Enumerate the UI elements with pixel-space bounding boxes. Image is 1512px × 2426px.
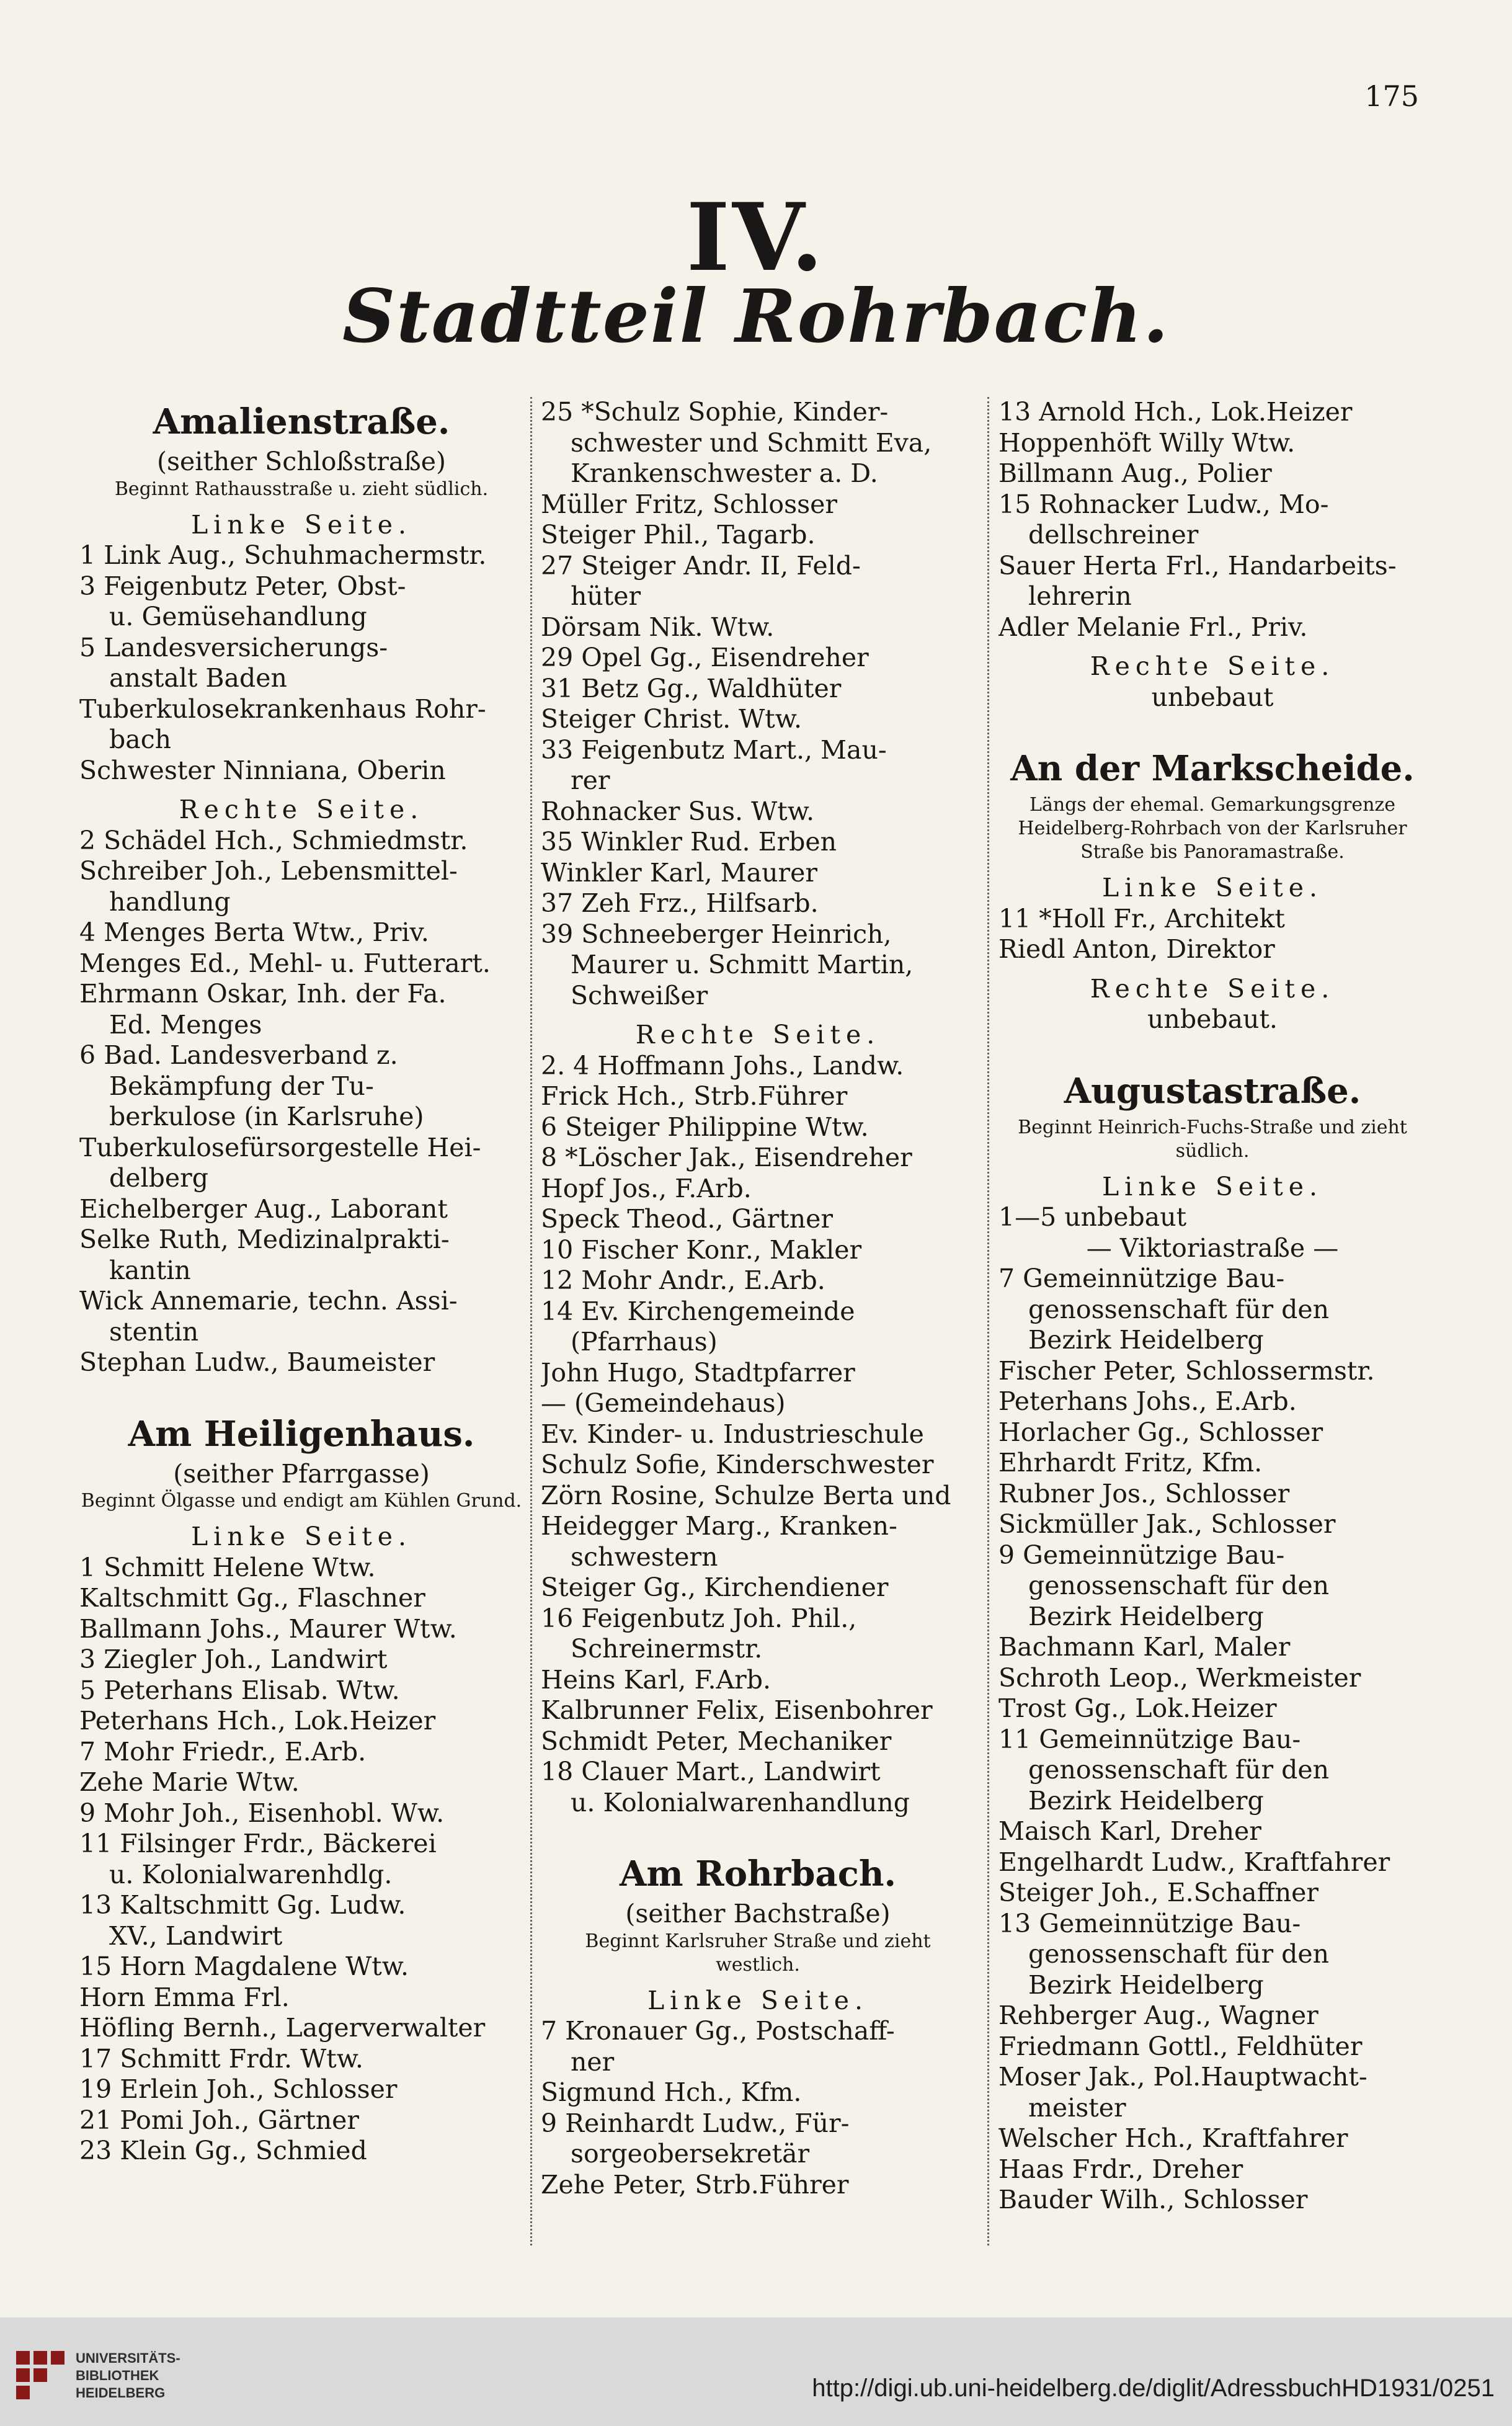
directory-entry: Zörn Rosine, Schulze Berta und (541, 1480, 951, 1510)
side-heading: Rechte Seite. (1090, 651, 1335, 681)
directory-entry: 31 Betz Gg., Waldhüter (541, 673, 842, 703)
spacer (998, 713, 1426, 744)
directory-entry: 1 Link Aug., Schuhmachermstr. (79, 540, 487, 570)
viewer-footer-bar (0, 2317, 1512, 2426)
directory-entry: John Hugo, Stadtpfarrer (541, 1357, 855, 1388)
directory-entry: Heins Karl, F.Arb. (541, 1664, 772, 1695)
directory-entry: Maisch Karl, Dreher (998, 1816, 1261, 1846)
directory-entry: Sickmüller Jak., Schlosser (998, 1509, 1336, 1539)
directory-entry: 19 Erlein Joh., Schlosser (79, 2074, 398, 2104)
directory-entry: 33 Feigenbutz Mart., Mau- (541, 734, 887, 765)
directory-entry-continuation: schwestern (571, 1541, 718, 1572)
street-description: Beginnt Ölgasse und endigt am Kühlen Grund. (81, 1490, 522, 1512)
institution-line: HEIDELBERG (76, 2385, 166, 2401)
directory-entry: 9 Reinhardt Ludw., Für- (541, 2108, 850, 2138)
directory-entry: 7 Mohr Friedr., E.Arb. (79, 1736, 367, 1767)
directory-entry-continuation: Bezirk Heidelberg (1028, 1325, 1264, 1355)
centered-text: (seither Bachstraße) (625, 1899, 891, 1929)
institution-line: BIBLIOTHEK (76, 2368, 159, 2383)
directory-entry-continuation: rer (571, 765, 610, 795)
directory-entry-continuation: genossenschaft für den (1028, 1755, 1330, 1785)
side-heading: Linke Seite. (647, 1985, 869, 2015)
directory-entry: 18 Clauer Mart., Landwirt (541, 1757, 881, 1786)
directory-entry: Schulz Sofie, Kinderschwester (541, 1450, 934, 1479)
street-description: Beginnt Rathausstraße u. zieht südlich. (114, 478, 489, 500)
directory-entry: 17 Schmitt Frdr. Wtw. (79, 2043, 363, 2074)
directory-entry-continuation: ner (571, 2046, 615, 2077)
directory-entry-continuation: u. Kolonialwarenhdlg. (109, 1859, 393, 1889)
directory-entry-continuation: handlung (109, 886, 231, 917)
directory-entry: Bauder Wilh., Schlosser (998, 2185, 1308, 2214)
directory-entry: 11 *Holl Fr., Architekt (998, 903, 1285, 934)
directory-entry: Müller Fritz, Schlosser (541, 489, 838, 519)
directory-entry: Haas Frdr., Dreher (998, 2154, 1243, 2184)
directory-entry: Moser Jak., Pol.Hauptwacht- (998, 2062, 1367, 2092)
directory-entry: Tuberkulosefürsorgestelle Hei- (79, 1132, 481, 1162)
directory-entry: Peterhans Johs., E.Arb. (998, 1386, 1297, 1416)
street-heading: Amalienstraße. (153, 401, 450, 442)
directory-entry: 4 Menges Berta Wtw., Priv. (79, 917, 429, 947)
directory-entry: Schroth Leop., Werkmeister (998, 1662, 1361, 1693)
spacer (998, 1035, 1426, 1066)
directory-entry: 11 Gemeinnützige Bau- (998, 1724, 1301, 1754)
directory-entry: 1—5 unbebaut (998, 1202, 1187, 1232)
directory-entry: 14 Ev. Kirchengemeinde (541, 1296, 855, 1326)
directory-column-1 (79, 397, 523, 2167)
directory-entry: Rohnacker Sus. Wtw. (541, 796, 814, 826)
directory-entry: Frick Hch., Strb.Führer (541, 1081, 848, 1111)
directory-entry: Stephan Ludw., Baumeister (79, 1347, 435, 1377)
side-heading: Linke Seite. (1101, 873, 1323, 903)
directory-entry-continuation: stentin (109, 1316, 199, 1347)
directory-entry-continuation: genossenschaft für den (1028, 1939, 1330, 1969)
directory-entry-continuation: sorgeobersekretär (571, 2139, 810, 2169)
spacer (541, 1011, 975, 1020)
spacer (998, 643, 1426, 651)
directory-entry-continuation: meister (1028, 2092, 1126, 2123)
directory-entry-continuation: (Pfarrhaus) (571, 1327, 718, 1357)
directory-entry: 3 Feigenbutz Peter, Obst- (79, 571, 406, 601)
street-heading: Augustastraße. (1064, 1070, 1361, 1112)
directory-entry: 2. 4 Hoffmann Johs., Landw. (541, 1050, 904, 1081)
directory-entry-continuation: anstalt Baden (109, 663, 287, 693)
directory-entry: Steiger Christ. Wtw. (541, 704, 803, 734)
directory-entry-continuation: delberg (109, 1163, 208, 1193)
directory-entry: 11 Filsinger Frdr., Bäckerei (79, 1829, 437, 1858)
directory-entry: 1 Schmitt Helene Wtw. (79, 1552, 376, 1582)
district-title: Stadtteil Rohrbach. (342, 273, 1170, 359)
directory-entry: Hoppenhöft Willy Wtw. (998, 427, 1296, 458)
spacer (541, 1818, 975, 1849)
directory-entry: Adler Melanie Frl., Priv. (998, 612, 1308, 642)
directory-entry: 13 Kaltschmitt Gg. Ludw. (79, 1890, 406, 1920)
directory-entry: Horn Emma Frl. (79, 1982, 290, 2012)
document-url-link[interactable]: http://digi.ub.uni-heidelberg.de/diglit/AdressbuchHD1931/0251 (812, 2375, 1495, 2402)
directory-entry: 13 Arnold Hch., Lok.Heizer (998, 397, 1353, 427)
directory-entry: — (Gemeindehaus) (541, 1388, 786, 1418)
directory-entry: Menges Ed., Mehl- u. Futterart. (79, 948, 491, 978)
directory-entry: 35 Winkler Rud. Erben (541, 827, 837, 857)
directory-entry: Trost Gg., Lok.Heizer (998, 1693, 1277, 1723)
directory-entry: Eichelberger Aug., Laborant (79, 1193, 448, 1224)
directory-entry-continuation: Bekämpfung der Tu- (109, 1071, 374, 1101)
directory-entry: Ev. Kinder- u. Industrieschule (541, 1419, 924, 1449)
directory-entry: Ehrmann Oskar, Inh. der Fa. (79, 979, 447, 1009)
street-description: Längs der ehemal. Gemarkungsgrenze Heidelberg-Rohrbach von der Karlsruher Straße bis Panoramastraße. (1018, 794, 1407, 863)
directory-entry-continuation: Bezirk Heidelberg (1028, 1601, 1264, 1631)
directory-entry: 6 Steiger Philippine Wtw. (541, 1112, 869, 1142)
centered-text: — Viktoriastraße — (1086, 1233, 1339, 1263)
directory-entry: Ballmann Johs., Maurer Wtw. (79, 1613, 457, 1644)
directory-entry: Wick Annemarie, techn. Assi- (79, 1286, 458, 1316)
directory-entry: 21 Pomi Joh., Gärtner (79, 2105, 359, 2135)
directory-entry: 10 Fischer Konr., Makler (541, 1234, 862, 1265)
directory-entry: Schwester Ninniana, Oberin (79, 755, 446, 785)
directory-entry: 8 *Löscher Jak., Eisendreher (541, 1143, 912, 1172)
directory-entry: Sigmund Hch., Kfm. (541, 2077, 802, 2107)
directory-column-2 (541, 397, 975, 2200)
university-library-logo-icon (14, 2348, 67, 2402)
directory-entry-continuation: u. Kolonialwarenhandlung (571, 1787, 910, 1817)
directory-entry: Hopf Jos., F.Arb. (541, 1173, 752, 1203)
directory-entry: Welscher Hch., Kraftfahrer (998, 2123, 1348, 2153)
spacer (79, 1513, 523, 1522)
directory-entry-continuation: Maurer u. Schmitt Martin, (571, 950, 914, 979)
directory-entry: Engelhardt Ludw., Kraftfahrer (998, 1847, 1390, 1877)
side-heading: Linke Seite. (190, 1522, 412, 1551)
directory-entry: Steiger Gg., Kirchendiener (541, 1572, 889, 1602)
side-heading: Rechte Seite. (1090, 973, 1335, 1004)
directory-entry: Speck Theod., Gärtner (541, 1204, 834, 1234)
directory-entry-continuation: Bezirk Heidelberg (1028, 1969, 1264, 2000)
directory-entry-continuation: genossenschaft für den (1028, 1571, 1330, 1600)
directory-entry-continuation: u. Gemüsehandlung (109, 602, 367, 631)
directory-entry: Ehrhardt Fritz, Kfm. (998, 1448, 1263, 1478)
directory-entry: Tuberkulosekrankenhaus Rohr- (79, 693, 486, 724)
directory-entry: 12 Mohr Andr., E.Arb. (541, 1265, 825, 1295)
part-numeral: IV. (686, 183, 826, 292)
directory-entry: Winkler Karl, Maurer (541, 857, 817, 888)
centered-text: (seither Schloßstraße) (156, 447, 447, 476)
directory-entry: Zehe Marie Wtw. (79, 1767, 300, 1797)
directory-entry: Kaltschmitt Gg., Flaschner (79, 1583, 425, 1613)
directory-entry: 3 Ziegler Joh., Landwirt (79, 1644, 388, 1674)
directory-entry: 23 Klein Gg., Schmied (79, 2136, 367, 2165)
directory-entry-continuation: Bezirk Heidelberg (1028, 1785, 1264, 1816)
directory-entry: Riedl Anton, Direktor (998, 934, 1275, 964)
spacer (79, 786, 523, 795)
directory-entry: Kalbrunner Felix, Eisenbohrer (541, 1695, 933, 1725)
side-heading: Linke Seite. (190, 509, 412, 540)
directory-entry: Rehberger Aug., Wagner (998, 2000, 1319, 2030)
directory-entry: Zehe Peter, Strb.Führer (541, 2169, 849, 2200)
side-heading: Linke Seite. (1101, 1171, 1323, 1202)
page-number: 175 (1364, 79, 1419, 113)
directory-entry-continuation: Schreinermstr. (571, 1634, 763, 1664)
directory-entry-continuation: lehrerin (1028, 581, 1132, 611)
directory-entry-continuation: Ed. Menges (109, 1009, 262, 1040)
directory-entry: Schreiber Joh., Lebensmittel- (79, 856, 458, 886)
column-divider (987, 397, 989, 2245)
directory-entry: Fischer Peter, Schlossermstr. (998, 1355, 1375, 1386)
directory-entry: Heidegger Marg., Kranken- (541, 1511, 897, 1541)
spacer (79, 1378, 523, 1409)
spacer (998, 965, 1426, 974)
directory-entry: 5 Peterhans Elisab. Wtw. (79, 1675, 400, 1705)
directory-entry: Rubner Jos., Schlosser (998, 1478, 1290, 1509)
street-heading: Am Heiligenhaus. (128, 1413, 475, 1455)
directory-entry: 5 Landesversicherungs- (79, 632, 388, 662)
directory-entry-continuation: XV., Landwirt (109, 1920, 283, 1951)
centered-text: unbebaut (1151, 682, 1274, 712)
directory-entry-continuation: kantin (109, 1255, 191, 1285)
directory-entry: Bachmann Karl, Maler (998, 1632, 1291, 1662)
directory-entry: 15 Rohnacker Ludw., Mo- (998, 489, 1329, 519)
directory-column-3 (998, 397, 1426, 2216)
spacer (998, 1163, 1426, 1172)
directory-entry: 9 Mohr Joh., Eisenhobl. Ww. (79, 1798, 445, 1828)
directory-entry: Schmidt Peter, Mechaniker (541, 1726, 892, 1756)
directory-entry: Höfling Bernh., Lagerverwalter (79, 2013, 486, 2043)
centered-text: unbebaut. (1147, 1004, 1278, 1034)
directory-entry: Steiger Phil., Tagarb. (541, 520, 816, 550)
directory-entry: Steiger Joh., E.Schaffner (998, 1878, 1319, 1907)
street-description: Beginnt Karlsruher Straße und zieht westlich. (585, 1930, 931, 1976)
directory-entry: Horlacher Gg., Schlosser (998, 1417, 1323, 1447)
directory-entry: 2 Schädel Hch., Schmiedmstr. (79, 825, 468, 855)
directory-entry: 16 Feigenbutz Joh. Phil., (541, 1603, 857, 1633)
directory-entry: Friedmann Gottl., Feldhüter (998, 2031, 1363, 2061)
directory-entry: 7 Gemeinnützige Bau- (998, 1264, 1285, 1293)
directory-entry: Billmann Aug., Polier (998, 458, 1272, 488)
side-heading: Rechte Seite. (635, 1020, 881, 1050)
street-heading: Am Rohrbach. (619, 1853, 897, 1894)
institution-line: UNIVERSITÄTS- (76, 2350, 180, 2366)
centered-text: (seither Pfarrgasse) (173, 1458, 430, 1489)
street-heading: An der Markscheide. (1010, 748, 1415, 789)
directory-entry: 9 Gemeinnützige Bau- (998, 1540, 1285, 1570)
spacer (79, 501, 523, 510)
street-description: Beginnt Heinrich-Fuchs-Straße und zieht südlich. (1018, 1116, 1407, 1162)
directory-entry: 37 Zeh Frz., Hilfsarb. (541, 888, 819, 918)
directory-entry: 25 *Schulz Sophie, Kinder- (541, 397, 889, 427)
directory-entry-continuation: berkulose (in Karlsruhe) (109, 1102, 424, 1131)
directory-entry: 13 Gemeinnützige Bau- (998, 1908, 1301, 1938)
directory-entry: 27 Steiger Andr. II, Feld- (541, 550, 861, 581)
directory-entry: 7 Kronauer Gg., Postschaff- (541, 2016, 895, 2046)
directory-entry: Sauer Herta Frl., Handarbeits- (998, 550, 1397, 581)
directory-entry-continuation: Krankenschwester a. D. (571, 458, 878, 488)
institution-name (76, 2350, 180, 2402)
directory-entry: 39 Schneeberger Heinrich, (541, 919, 892, 949)
column-divider (530, 397, 532, 2245)
directory-entry-continuation: schwester und Schmitt Eva, (571, 427, 932, 458)
directory-entry: Selke Ruth, Medizinalprakti- (79, 1224, 450, 1254)
directory-entry-continuation: dellschreiner (1028, 520, 1199, 550)
directory-entry-continuation: hüter (571, 581, 641, 611)
directory-entry: Peterhans Hch., Lok.Heizer (79, 1706, 436, 1736)
directory-entry-continuation: bach (109, 725, 172, 754)
directory-entry: 15 Horn Magdalene Wtw. (79, 1951, 409, 1981)
side-heading: Rechte Seite. (179, 795, 424, 824)
spacer (541, 1977, 975, 1986)
directory-entry-continuation: genossenschaft für den (1028, 1294, 1330, 1324)
directory-entry: 6 Bad. Landesverband z. (79, 1040, 398, 1070)
directory-entry: 29 Opel Gg., Eisendreher (541, 643, 869, 672)
directory-entry: Dörsam Nik. Wtw. (541, 612, 775, 642)
spacer (998, 864, 1426, 873)
directory-entry-continuation: Schweißer (571, 980, 708, 1010)
